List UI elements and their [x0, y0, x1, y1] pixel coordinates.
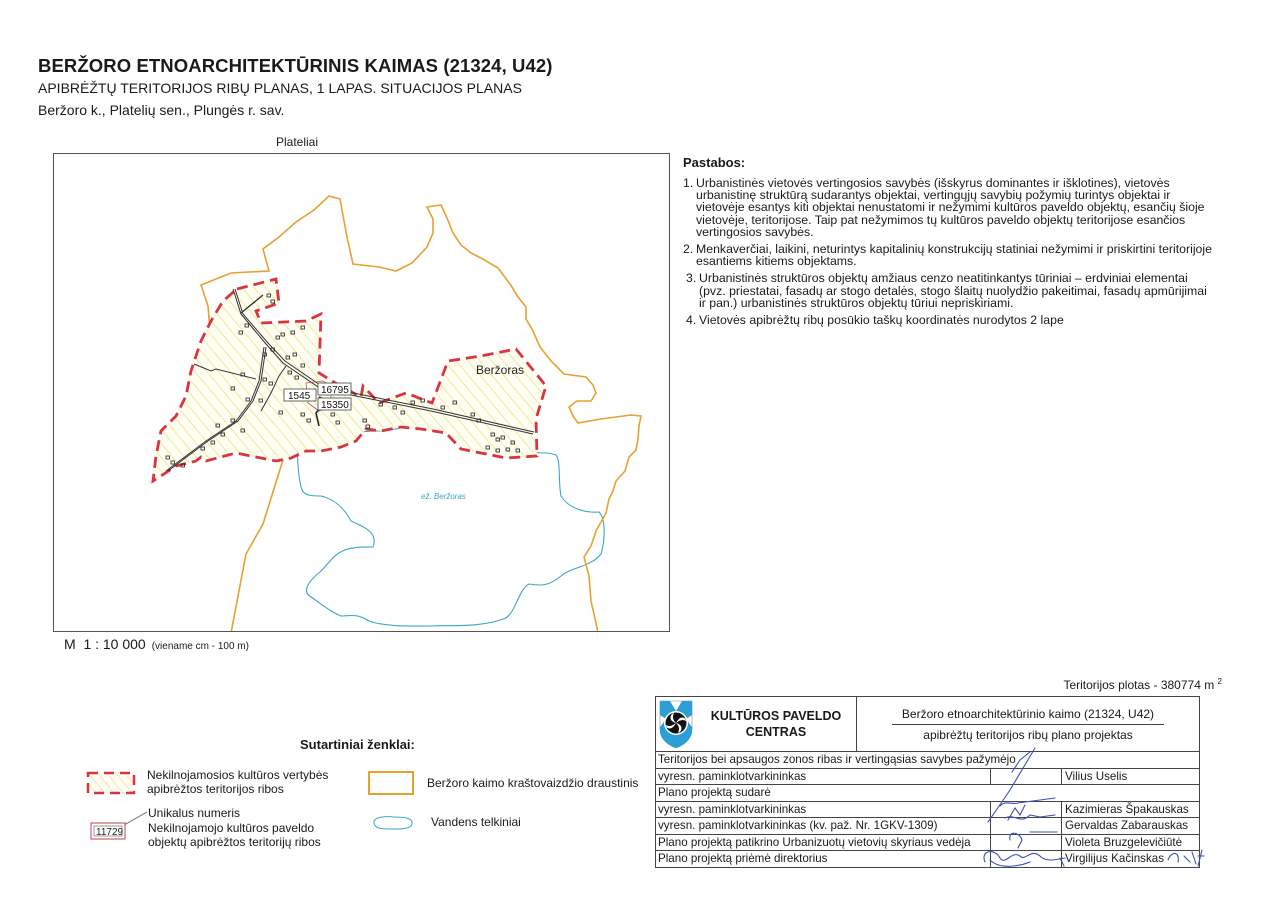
- stamp-row: vyresn. paminklotvarkininkas (kv. paž. Nr. 1GKV-1309) Gervaldas Zabarauskas: [656, 818, 1199, 835]
- heritage-center-shield-icon: [656, 697, 696, 751]
- note-item: 4. Vietovės apibrėžtų ribų posūkio taškų koordinatės nurodytos 2 lape: [686, 313, 1064, 328]
- notes-title: Pastabos:: [683, 155, 746, 170]
- landscape-reserve-legend-icon: [368, 771, 414, 795]
- svg-text:16795: 16795: [321, 385, 349, 396]
- numbered-box-legend-icon: [90, 810, 150, 850]
- svg-text:15350: 15350: [321, 400, 349, 411]
- project-name: Beržoro etnoarchitektūrinio kaimo (21324, U42) apibrėžtų teritorijos ribų plano projektas: [857, 697, 1199, 751]
- map-direction-label: Plateliai: [276, 135, 319, 149]
- title-block: [655, 696, 1200, 868]
- lake-shoreline: [297, 425, 604, 627]
- stamp-row: Plano projektą sudarė: [656, 785, 1199, 802]
- stamp-row: vyresn. paminklotvarkininkas Vilius Uselis: [656, 769, 1199, 786]
- organization-name: KULTŪROS PAVELDO CENTRAS: [696, 697, 857, 751]
- heritage-territory-boundary: [153, 279, 546, 481]
- lake-label: ež. Beržoras: [421, 492, 466, 501]
- heritage-boundary-legend-icon: [86, 771, 136, 795]
- stamp-row: Plano projektą priėmė direktorius Virgilijus Kačinskas: [658, 852, 1165, 865]
- legend-reserve-label: Beržoro kaimo kraštovaizdžio draustinis: [427, 776, 639, 790]
- note-item: 2. Menkaverčiai, laikini, neturintys kapitalinių konstrukcijų statiniai nežymimi ir priskirtini teritorijoje esantiems kitiems objektams.: [683, 242, 1212, 269]
- object-number-1545: [284, 389, 316, 402]
- notes-list: [683, 177, 1213, 331]
- stamp-row: Teritorijos bei apsaugos zonos ribas ir vertingąsias savybes pažymėjo: [656, 752, 1199, 769]
- scale-ratio: M 1 : 10 000: [64, 636, 146, 652]
- territory-area: Teritorijos plotas - 380774 m $^2$: [1063, 677, 1222, 692]
- signature-cell: [991, 769, 1062, 785]
- object-number-15350: [318, 398, 351, 411]
- stamp-row: vyresn. paminklotvarkininkas Kazimieras Špakauskas: [656, 802, 1199, 819]
- signature-cell: [991, 835, 1062, 851]
- legend-title: Sutartiniai ženklai:: [300, 737, 415, 752]
- map-scale: [64, 636, 249, 652]
- map-canvas: [54, 154, 670, 632]
- legend-water-label: Vandens telkiniai: [431, 815, 521, 829]
- document-subtitle: APIBRĖŽTŲ TERITORIJOS RIBŲ PLANAS, 1 LAPAS. SITUACIJOS PLANAS: [38, 80, 522, 96]
- stamp-row: Plano projektą patikrino Urbanizuotų vietovių skyriaus vedėja Violeta Bruzgelevičiūtė: [656, 835, 1199, 852]
- signature-cell: [991, 851, 1062, 867]
- svg-text:1545: 1545: [288, 391, 311, 402]
- object-number-16795: [318, 383, 351, 396]
- signature-cell: [991, 802, 1062, 818]
- situation-map: [53, 153, 670, 632]
- document-location: Beržoro k., Platelių sen., Plungės r. sav.: [38, 102, 285, 118]
- village-label: Beržoras: [476, 363, 525, 377]
- document-title: BERŽORO ETNOARCHITEKTŪRINIS KAIMAS (21324, U42): [38, 55, 553, 76]
- water-body-legend-icon: [370, 814, 416, 832]
- legend-object-boundary-label: Nekilnojamojo kultūros paveldo objektų apibrėžtos teritorijų ribos: [148, 821, 321, 849]
- svg-text:11729: 11729: [96, 827, 124, 838]
- note-item: 1. Urbanistinės vietovės vertingosios savybės (išskyrus dominantes ir išklotines), vietovės urbanistinę struktūrą sudarantys objektai, vertingųjų savybių požymių turintys objektai ir vietovėje esantys kiti objektai nenustatomi ir nežymimi kultūros paveldo objektų, esančių šioje vietovėje, teritorijose. Taip pat nežymimos tų kultūros paveldo objektų teritorijose esančios vertingosios savybės.: [683, 176, 1205, 239]
- legend-heritage-boundary-label: Nekilnojamosios kultūros vertybės apibrėžtos teritorijos ribos: [147, 768, 329, 796]
- signature-cell: [991, 818, 1062, 834]
- note-item: 3. Urbanistinės struktūros objektų amžiaus cenzo neatitinkantys tūriniai – erdviniai elementai (pvz. priestatai, fasadų ar stogo detalės, stogo šlaitų nuolydžio pakeitimai, fasadų apmūrijimai ir pan.) urbanistinės struktūros objektų tūriui nepriskiriami.: [686, 271, 1207, 310]
- legend-unique-number-callout: Unikalus numeris: [148, 806, 241, 820]
- scale-note: (viename cm - 100 m): [151, 641, 249, 652]
